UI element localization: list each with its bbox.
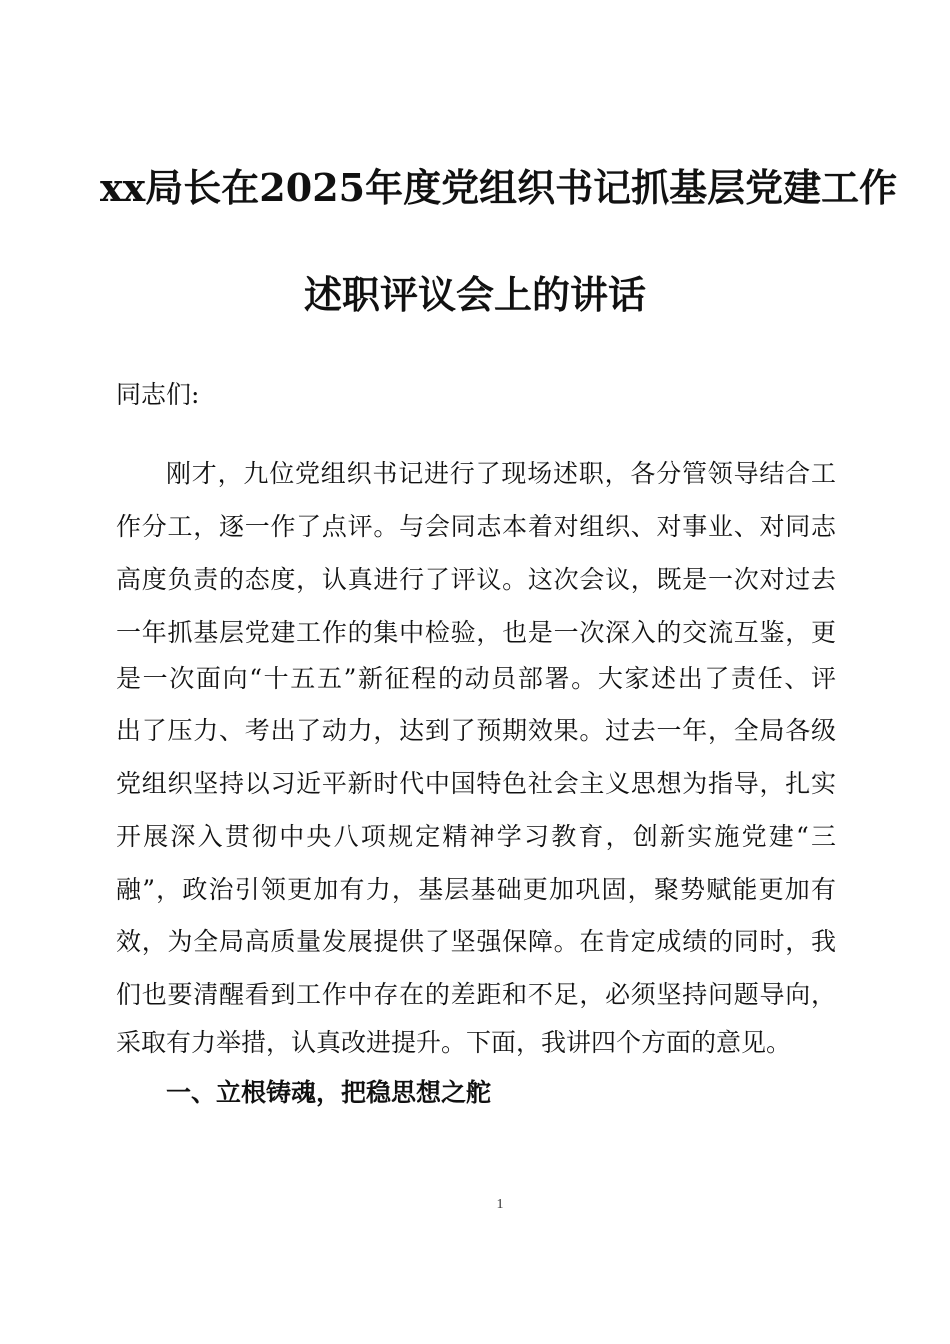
document-title-line-1: xx局长在2025年度党组织书记抓基层党建工作 <box>100 165 898 210</box>
paragraph-line: 采取有力举措，认真改进提升。下面，我讲四个方面的意见。 <box>116 1028 792 1057</box>
paragraph-line: 高度负责的态度，认真进行了评议。这次会议，既是一次对过去 <box>116 565 836 594</box>
paragraph-line: 出了压力、考出了动力，达到了预期效果。过去一年，全局各级 <box>116 716 836 745</box>
paragraph-line: 们也要清醒看到工作中存在的差距和不足，必须坚持问题导向， <box>116 980 836 1009</box>
paragraph-line: 是一次面向“十五五”新征程的动员部署。大家述出了责任、评 <box>116 664 836 693</box>
paragraph-line: 开展深入贯彻中央八项规定精神学习教育，创新实施党建“三 <box>116 822 836 851</box>
paragraph-line: 效，为全局高质量发展提供了坚强保障。在肯定成绩的同时，我 <box>116 927 836 956</box>
paragraph-line: 融”，政治引领更加有力，基层基础更加巩固，聚势赋能更加有 <box>116 875 836 904</box>
paragraph-line: 作分工，逐一作了点评。与会同志本着对组织、对事业、对同志 <box>116 512 836 541</box>
salutation: 同志们: <box>116 380 200 409</box>
document-title-line-2: 述职评议会上的讲话 <box>303 272 646 317</box>
paragraph-line: 刚才，九位党组织书记进行了现场述职，各分管领导结合工 <box>166 459 836 488</box>
section-heading: 一、立根铸魂，把稳思想之舵 <box>166 1078 492 1107</box>
paragraph-line: 一年抓基层党建工作的集中检验，也是一次深入的交流互鉴，更 <box>116 618 836 647</box>
paragraph-line: 党组织坚持以习近平新时代中国特色社会主义思想为指导，扎实 <box>116 769 836 798</box>
page-number: 1 <box>496 1197 504 1212</box>
